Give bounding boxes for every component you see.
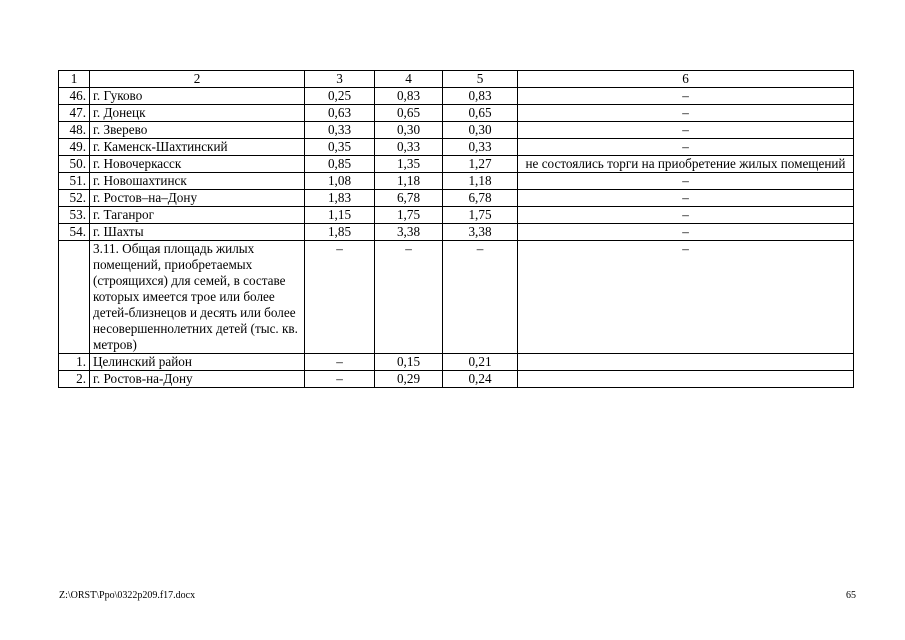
row-value-cell: 1,35 bbox=[375, 156, 443, 173]
row-value-cell: – bbox=[305, 241, 375, 354]
table-row bbox=[59, 173, 854, 190]
table-row bbox=[59, 190, 854, 207]
table-row bbox=[59, 241, 854, 354]
row-value-cell: 1,75 bbox=[443, 207, 518, 224]
table-row bbox=[59, 88, 854, 105]
row-value-cell: 0,33 bbox=[443, 139, 518, 156]
row-value-cell: 1,08 bbox=[305, 173, 375, 190]
row-number-cell: 50. bbox=[59, 156, 90, 173]
header-cell: 1 bbox=[59, 71, 90, 88]
row-number-cell: 49. bbox=[59, 139, 90, 156]
row-value-cell: 1,85 bbox=[305, 224, 375, 241]
row-number-cell: 46. bbox=[59, 88, 90, 105]
header-cell: 5 bbox=[443, 71, 518, 88]
row-value-cell: 1,75 bbox=[375, 207, 443, 224]
row-value-cell: 1,27 bbox=[443, 156, 518, 173]
table-row bbox=[59, 122, 854, 139]
header-cell: 3 bbox=[305, 71, 375, 88]
header-cell: 2 bbox=[90, 71, 305, 88]
row-value-cell: 3,38 bbox=[443, 224, 518, 241]
row-value-cell: 0,33 bbox=[305, 122, 375, 139]
table-row bbox=[59, 371, 854, 388]
row-value-cell: 0,83 bbox=[375, 88, 443, 105]
row-name-cell: г. Ростов–на–Дону bbox=[90, 190, 305, 207]
data-table bbox=[58, 70, 854, 388]
footer-file-path: Z:\ORST\Ppo\0322p209.f17.docx bbox=[59, 590, 196, 601]
row-number-cell: 48. bbox=[59, 122, 90, 139]
row-value-cell: – bbox=[305, 371, 375, 388]
row-value-cell: 6,78 bbox=[443, 190, 518, 207]
row-value-cell: – bbox=[443, 241, 518, 354]
row-value-cell: 6,78 bbox=[375, 190, 443, 207]
row-note-cell: – bbox=[518, 173, 854, 190]
header-cell: 6 bbox=[518, 71, 854, 88]
row-note-cell: – bbox=[518, 224, 854, 241]
row-name-cell: г. Ростов-на-Дону bbox=[90, 371, 305, 388]
table-row bbox=[59, 207, 854, 224]
table-row bbox=[59, 354, 854, 371]
row-name-cell: г. Зверево bbox=[90, 122, 305, 139]
row-name-cell: г. Новошахтинск bbox=[90, 173, 305, 190]
table-row bbox=[59, 139, 854, 156]
row-value-cell: 0,21 bbox=[443, 354, 518, 371]
row-name-cell: г. Донецк bbox=[90, 105, 305, 122]
row-number-cell: 53. bbox=[59, 207, 90, 224]
row-value-cell: 0,35 bbox=[305, 139, 375, 156]
row-name-cell: г. Каменск-Шахтинский bbox=[90, 139, 305, 156]
row-value-cell: 0,30 bbox=[443, 122, 518, 139]
row-number-cell bbox=[59, 241, 90, 354]
row-name-cell: Целинский район bbox=[90, 354, 305, 371]
row-value-cell: 3,38 bbox=[375, 224, 443, 241]
table-row bbox=[59, 156, 854, 173]
row-number-cell: 1. bbox=[59, 354, 90, 371]
row-value-cell: – bbox=[375, 241, 443, 354]
row-value-cell: 0,29 bbox=[375, 371, 443, 388]
row-name-cell: г. Шахты bbox=[90, 224, 305, 241]
row-value-cell: 1,18 bbox=[375, 173, 443, 190]
footer-page-number: 65 bbox=[846, 590, 856, 601]
row-name-cell: 3.11. Общая площадь жилых помещений, приобретаемых (строящихся) для семей, в составе которых имеется трое или более детей-близнецов и десять или более несовершеннолетних детей (тыс. кв. метров) bbox=[90, 241, 305, 354]
row-name-cell: г. Таганрог bbox=[90, 207, 305, 224]
row-note-cell: не состоялись торги на приобретение жилых помещений bbox=[518, 156, 854, 173]
row-value-cell: 1,15 bbox=[305, 207, 375, 224]
row-number-cell: 52. bbox=[59, 190, 90, 207]
row-name-cell: г. Новочеркасск bbox=[90, 156, 305, 173]
row-note-cell: – bbox=[518, 105, 854, 122]
row-value-cell: 0,33 bbox=[375, 139, 443, 156]
row-value-cell: 0,65 bbox=[443, 105, 518, 122]
row-note-cell bbox=[518, 371, 854, 388]
row-note-cell: – bbox=[518, 190, 854, 207]
row-value-cell: 0,30 bbox=[375, 122, 443, 139]
row-value-cell: 0,25 bbox=[305, 88, 375, 105]
row-note-cell: – bbox=[518, 241, 854, 354]
row-number-cell: 47. bbox=[59, 105, 90, 122]
row-name-cell: г. Гуково bbox=[90, 88, 305, 105]
table-row bbox=[59, 224, 854, 241]
row-note-cell: – bbox=[518, 207, 854, 224]
row-value-cell: 1,83 bbox=[305, 190, 375, 207]
row-value-cell: 0,15 bbox=[375, 354, 443, 371]
row-value-cell: 0,63 bbox=[305, 105, 375, 122]
row-number-cell: 2. bbox=[59, 371, 90, 388]
table-header-row bbox=[59, 71, 854, 88]
row-value-cell: 0,65 bbox=[375, 105, 443, 122]
row-note-cell: – bbox=[518, 122, 854, 139]
row-note-cell bbox=[518, 354, 854, 371]
row-value-cell: 0,24 bbox=[443, 371, 518, 388]
row-number-cell: 51. bbox=[59, 173, 90, 190]
header-cell: 4 bbox=[375, 71, 443, 88]
table-row bbox=[59, 105, 854, 122]
row-value-cell: 0,85 bbox=[305, 156, 375, 173]
row-number-cell: 54. bbox=[59, 224, 90, 241]
row-note-cell: – bbox=[518, 139, 854, 156]
row-note-cell: – bbox=[518, 88, 854, 105]
row-value-cell: 1,18 bbox=[443, 173, 518, 190]
row-value-cell: – bbox=[305, 354, 375, 371]
row-value-cell: 0,83 bbox=[443, 88, 518, 105]
